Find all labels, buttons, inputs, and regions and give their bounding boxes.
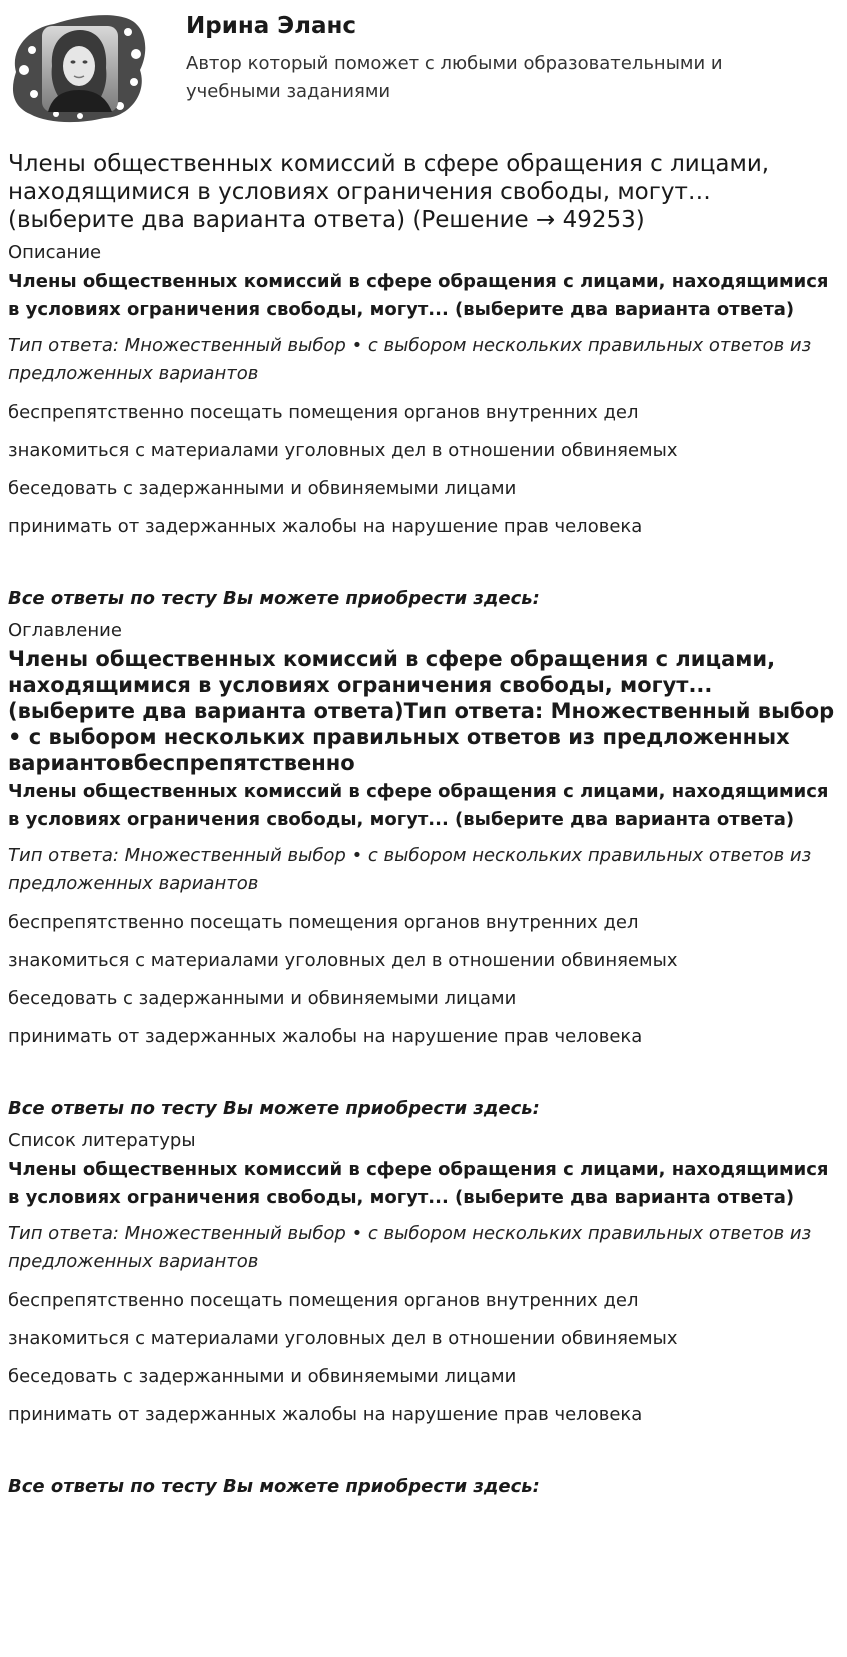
author-avatar [8, 10, 150, 126]
answer-option: принимать от задержанных жалобы на нарушение прав человека [8, 1026, 643, 1047]
section-label: Оглавление [8, 620, 122, 641]
main-content [8, 150, 838, 1500]
question-text: Члены общественных комиссий в сфере обращения с лицами, находящимися в условиях ограничения свободы, могут... (выберите два варианта ответа) [8, 781, 829, 830]
answer-option: знакомиться с материалами уголовных дел в отношении обвиняемых [8, 440, 678, 461]
answer-option: принимать от задержанных жалобы на нарушение прав человека [8, 516, 643, 537]
answer-type: Тип ответа: Множественный выбор • с выбором нескольких правильных ответов из предложенных вариантов [8, 335, 812, 384]
buy-note: Все ответы по тесту Вы можете приобрести здесь: [8, 1476, 540, 1497]
page-title: Члены общественных комиссий в сфере обращения с лицами, находящимися в условиях ограничения свободы, могут… (выберите два варианта ответа) (Решение → 49253) [8, 151, 770, 233]
answer-option: знакомиться с материалами уголовных дел в отношении обвиняемых [8, 950, 678, 971]
answer-option: беседовать с задержанными и обвиняемыми лицами [8, 1366, 517, 1387]
answer-option: принимать от задержанных жалобы на нарушение прав человека [8, 1404, 643, 1425]
section-references [8, 1128, 838, 1500]
section-description [8, 240, 838, 612]
answer-option: беспрепятственно посещать помещения органов внутренних дел [8, 402, 639, 423]
question-text: Члены общественных комиссий в сфере обращения с лицами, находящимися в условиях ограничения свободы, могут... (выберите два варианта ответа) [8, 271, 829, 320]
section-label: Описание [8, 242, 102, 263]
answer-option: знакомиться с материалами уголовных дел в отношении обвиняемых [8, 1328, 678, 1349]
section-contents [8, 618, 838, 1122]
buy-note: Все ответы по тесту Вы можете приобрести здесь: [8, 1098, 540, 1119]
author-name: Ирина Эланс [186, 13, 357, 39]
answer-type: Тип ответа: Множественный выбор • с выбором нескольких правильных ответов из предложенных вариантов [8, 845, 812, 894]
answer-type: Тип ответа: Множественный выбор • с выбором нескольких правильных ответов из предложенных вариантов [8, 1223, 812, 1272]
answer-option: беспрепятственно посещать помещения органов внутренних дел [8, 912, 639, 933]
contents-heading: Члены общественных комиссий в сфере обращения с лицами, находящимися в условиях ограничения свободы, могут... (выберите два варианта ответа)Тип ответа: Множественный выбор • с выбором нескольких правильных ответов из предложенных вариантовбеспрепятственно [8, 647, 835, 775]
question-text: Члены общественных комиссий в сфере обращения с лицами, находящимися в условиях ограничения свободы, могут... (выберите два варианта ответа) [8, 1159, 829, 1208]
answer-option: беспрепятственно посещать помещения органов внутренних дел [8, 1290, 639, 1311]
buy-note: Все ответы по тесту Вы можете приобрести здесь: [8, 588, 540, 609]
answer-option: беседовать с задержанными и обвиняемыми лицами [8, 988, 517, 1009]
section-label: Список литературы [8, 1130, 196, 1151]
answer-option: беседовать с задержанными и обвиняемыми лицами [8, 478, 517, 499]
author-card [0, 0, 847, 140]
author-description: Автор который поможет с любыми образовательными и учебными заданиями [186, 53, 723, 102]
